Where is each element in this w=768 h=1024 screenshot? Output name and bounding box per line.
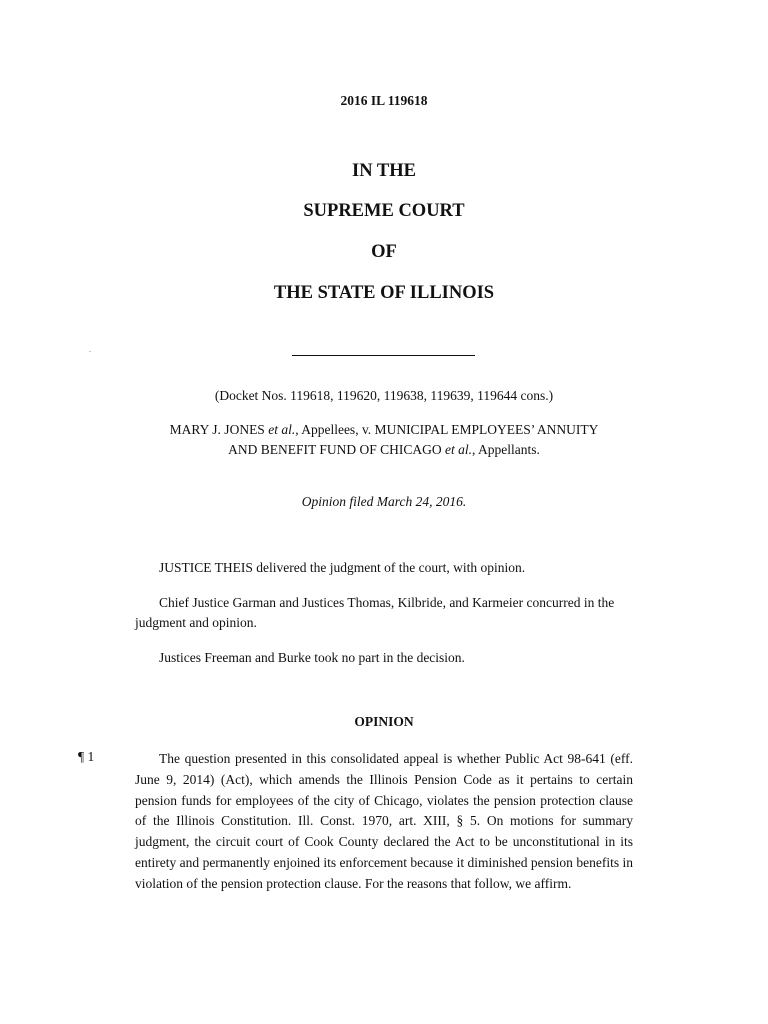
opinion-heading: OPINION	[354, 714, 414, 729]
case-caption	[0, 420, 768, 460]
docket-numbers: (Docket Nos. 119618, 119620, 119638, 119639, 119644 cons.)	[214, 388, 554, 403]
caption-parties-1: MARY J. JONES	[169, 422, 269, 437]
caption-parties-3: AND BENEFIT FUND OF CHICAGO	[228, 442, 445, 457]
caption-parties-4: , Appellants.	[472, 442, 540, 457]
horizontal-rule	[292, 355, 475, 356]
opinion-paragraph-1: The question presented in this consolidated appeal is whether Public Act 98-641 (eff. June 9, 2014) (Act), which amends the Illinois Pension Code as it pertains to certain pension funds for employees of the city of Chicago, violates the pension protection clause of the Illinois Constitution. Ill. Const. 1970, art. XIII, § 5. On motions for summary judgment, the circuit court of Cook County declared the Act to be unconstitutional in its entirety and permanently enjoined its enforcement because it diminished pension benefits in violation of the pension protection clause. For the reasons that follow, we affirm.	[135, 751, 633, 891]
case-citation: 2016 IL 119618	[340, 93, 428, 108]
opinion-filed-date: Opinion filed March 24, 2016.	[301, 494, 467, 509]
delivered-by-statement: JUSTICE THEIS delivered the judgment of the court, with opinion.	[159, 560, 526, 575]
caption-line-2	[0, 440, 768, 460]
caption-et-al-1: et al.	[268, 422, 296, 437]
caption-et-al-2: et al.	[445, 442, 472, 457]
concurrence-statement: Chief Justice Garman and Justices Thomas, Kilbride, and Karmeier concurred in the judgment and opinion.	[135, 595, 615, 630]
paragraph-marker: ¶ 1	[78, 749, 95, 764]
court-title-line-1: IN THE	[352, 161, 416, 181]
court-title-line-3: OF	[371, 242, 397, 262]
margin-mark: .	[89, 345, 91, 354]
no-part-statement: Justices Freeman and Burke took no part in the decision.	[159, 650, 465, 665]
caption-line-1	[0, 420, 768, 440]
court-title-line-2: SUPREME COURT	[303, 201, 465, 221]
court-title-line-4: THE STATE OF ILLINOIS	[273, 283, 495, 303]
caption-parties-2: , Appellees, v. MUNICIPAL EMPLOYEES’ ANNUITY	[295, 422, 599, 437]
